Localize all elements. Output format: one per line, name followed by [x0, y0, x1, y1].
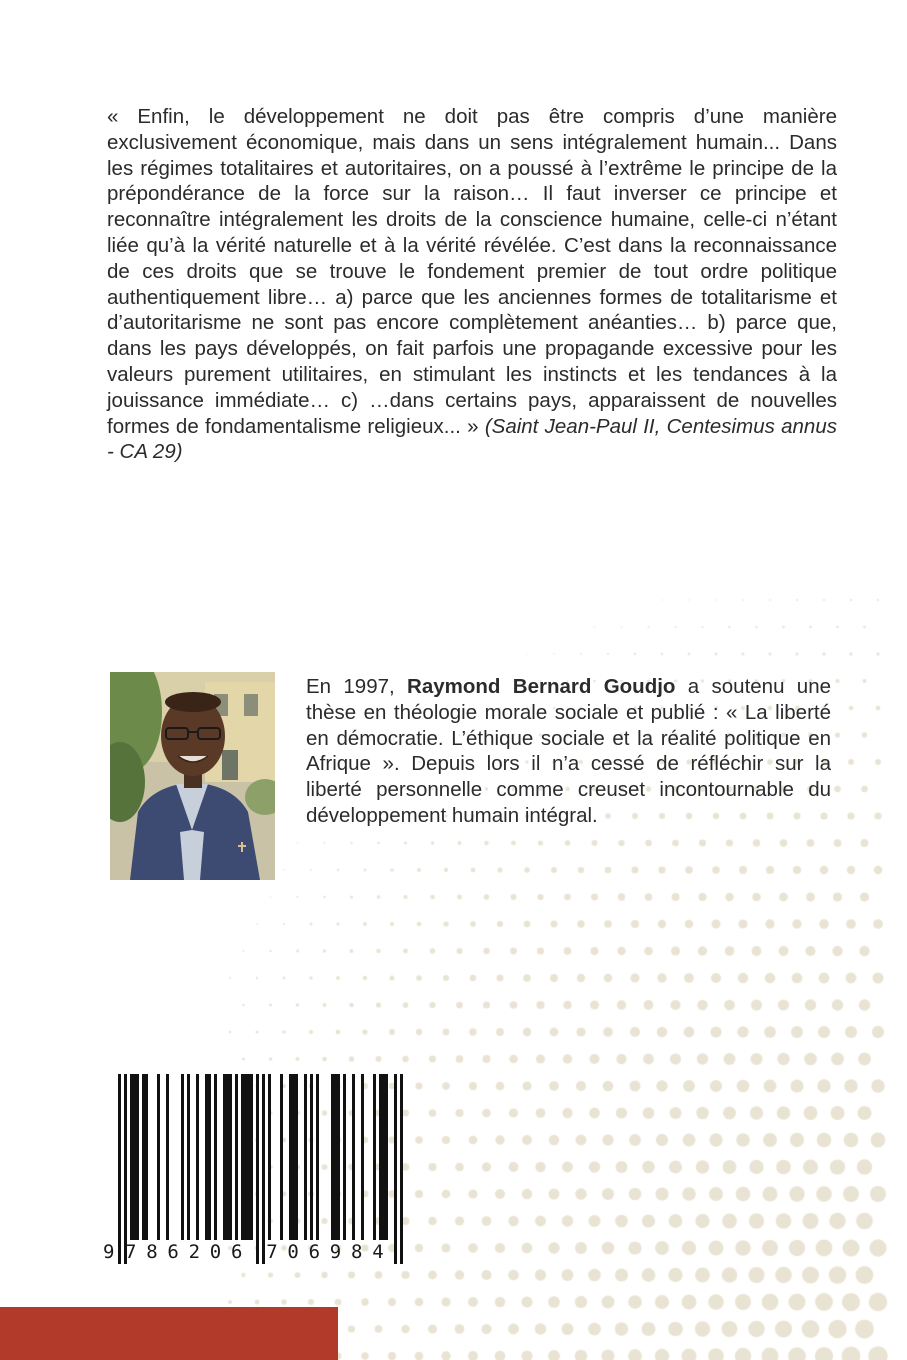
barcode-bar: [130, 1074, 133, 1240]
isbn-digit: 9: [329, 1241, 342, 1263]
back-cover-quote: [107, 104, 837, 465]
barcode-bar: [292, 1074, 295, 1240]
barcode-bar: [247, 1074, 250, 1240]
barcode-bar: [241, 1074, 244, 1240]
barcode-bar: [337, 1074, 340, 1240]
author-name: Raymond Bernard Goudjo: [407, 675, 676, 698]
barcode-bar: [334, 1074, 337, 1240]
barcode-bar: [208, 1074, 211, 1240]
barcode-bar: [235, 1074, 238, 1240]
barcode-bar: [310, 1074, 313, 1240]
isbn-digits: [100, 1241, 420, 1265]
barcode-bar: [361, 1074, 364, 1240]
barcode-bar: [256, 1074, 259, 1264]
barcode-bar: [223, 1074, 226, 1240]
barcode-bar: [187, 1074, 190, 1240]
barcode-bar: [262, 1074, 265, 1264]
barcode-bar: [385, 1074, 388, 1240]
barcode-bar: [400, 1074, 403, 1264]
isbn-digit: 8: [146, 1241, 158, 1263]
barcode-bar: [244, 1074, 247, 1240]
isbn-digit: 6: [167, 1241, 179, 1263]
barcode-bar: [331, 1074, 334, 1240]
barcode-bar: [343, 1074, 346, 1240]
barcode-bar: [268, 1074, 271, 1240]
barcode-bar: [205, 1074, 208, 1240]
barcode-bar: [214, 1074, 217, 1240]
barcode-bar: [280, 1074, 283, 1240]
isbn-digit: 7: [125, 1241, 137, 1263]
isbn-digit: 0: [209, 1241, 222, 1263]
barcode-bar: [289, 1074, 292, 1240]
isbn-digit: 6: [308, 1241, 321, 1263]
isbn-digit: 7: [266, 1241, 278, 1263]
barcode-bar: [394, 1074, 397, 1264]
quote-citation: (Saint Jean-Paul II, Centesimus annus - CA 29): [107, 414, 837, 464]
quote-text: « Enfin, le développement ne doit pas être compris d’une manière exclusivement économique, mais dans un sens intégralement humain... Dans les régimes totalitaires et autoritaires, on a poussé à l’extrême le principe de la prépondérance de la force sur la raison… Il faut inverser ce principe et reconnaître intégralement les droits de la conscience humaine, celle-ci n’étant liée qu’à la vérité naturelle et à la vérité révélée. C’est dans la reconnaissance de ces droits que se trouve le fondement premier de tout ordre politique authentiquement libre… a) parce que les anciennes formes de totalitarisme et d’autoritarisme ne sont pas encore complètement anéanties… b) parce que, dans les pays développés, on fait parfois une propagande excessive pour les valeurs purement utilitaires, en stimulant les instincts et les tendances à la jouissance immédiate… c) …dans certains pays, apparaissent de nouvelles formes de fondamentalisme religieux... »: [107, 105, 837, 438]
barcode-bar: [133, 1074, 136, 1240]
accent-color-band: [0, 1307, 338, 1360]
bio-prefix: En 1997,: [306, 675, 408, 698]
barcode-bar: [124, 1074, 127, 1264]
isbn-digit: 0: [287, 1241, 299, 1263]
isbn-digit: 8: [351, 1241, 363, 1263]
isbn-digit: 4: [372, 1241, 384, 1263]
barcode-bar: [382, 1074, 385, 1240]
barcode-bar: [226, 1074, 229, 1240]
barcode-bar: [157, 1074, 160, 1240]
barcode-bar: [118, 1074, 121, 1264]
barcode-bar: [142, 1074, 145, 1240]
barcode-bar: [250, 1074, 253, 1240]
barcode-bar: [295, 1074, 298, 1240]
bio-body: a soutenu une thèse en théologie morale sociale et publié : « La liberté en démocratie. L’éthique sociale et la réalité politique en Afrique ». Depuis lors il n’a cessé de réfléchir sur la liberté personnelle comme creuset incontournable du développement humain intégral.: [306, 675, 831, 827]
barcode-bar: [304, 1074, 307, 1240]
isbn-digit: 2: [188, 1241, 201, 1263]
barcode-bar: [136, 1074, 139, 1240]
barcode-bar: [181, 1074, 184, 1240]
barcode-bar: [145, 1074, 148, 1240]
barcode-bar: [373, 1074, 376, 1240]
barcode-bar: [196, 1074, 199, 1240]
author-biography: [306, 674, 831, 829]
barcode-bar: [166, 1074, 169, 1240]
author-photo: [110, 672, 275, 880]
barcode-bar: [316, 1074, 319, 1240]
isbn-digit: 6: [231, 1241, 243, 1263]
barcode-bar: [352, 1074, 355, 1240]
barcode-bar: [379, 1074, 382, 1240]
barcode-bar: [229, 1074, 232, 1240]
isbn-digit: 9: [103, 1241, 115, 1263]
